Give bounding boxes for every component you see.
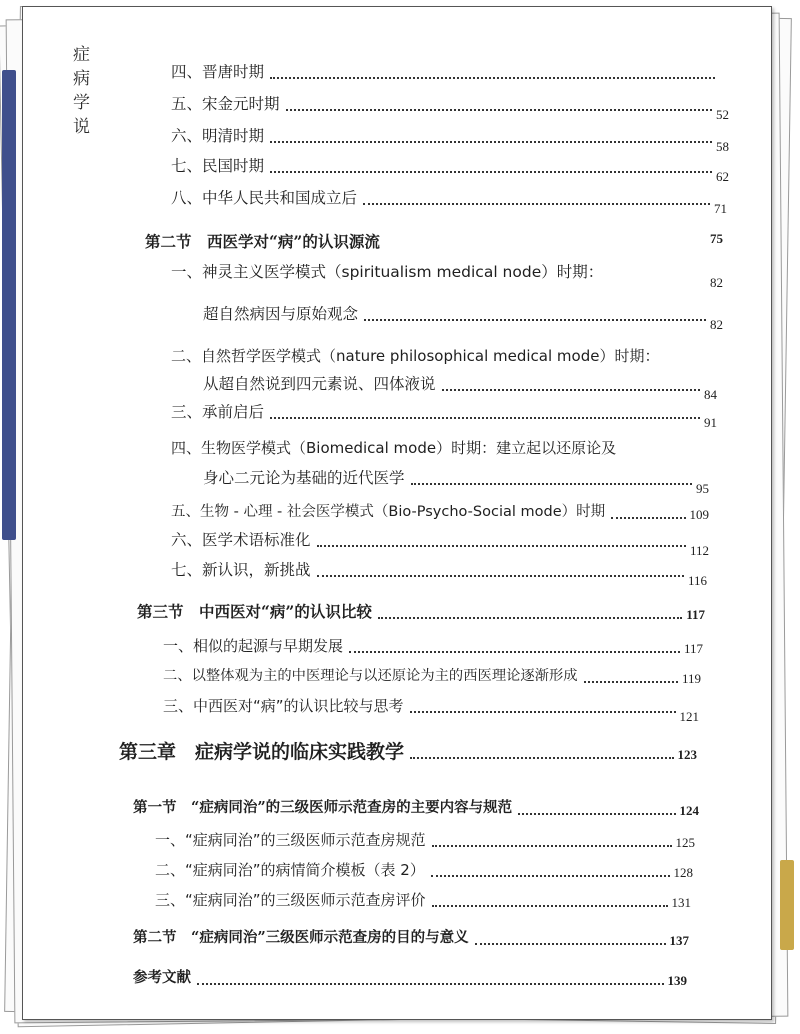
toc-entry-page: 58 <box>716 139 729 154</box>
toc-entry-page: 112 <box>689 543 709 558</box>
toc-entry-page: 128 <box>673 865 693 880</box>
toc-entry-label: 一、相似的起源与早期发展 <box>163 637 344 655</box>
toc-entry-label: 七、民国时期 <box>171 157 265 175</box>
toc-entry-label: 一、“症病同治”的三级医师示范查房规范 <box>155 831 426 849</box>
toc-entry <box>171 155 729 184</box>
toc-entry <box>171 93 729 122</box>
dot-leader <box>432 904 668 907</box>
toc-section <box>133 797 699 819</box>
toc-entry-page: 117 <box>686 607 705 622</box>
toc-entry <box>171 261 723 290</box>
toc-entry-label: 五、宋金元时期 <box>171 95 280 113</box>
toc-entry-label: 二、自然哲学医学模式（nature philosophical medical mode）时期： <box>171 347 660 365</box>
toc-chapter <box>119 741 697 763</box>
toc-entry-label: 七、新认识，新挑战 <box>171 561 311 579</box>
dot-leader <box>431 874 670 877</box>
toc-entry-label: 超自然病因与原始观念 <box>203 305 359 323</box>
toc-entry <box>171 61 719 83</box>
toc-entry-page: 52 <box>716 107 729 122</box>
toc-entry <box>155 829 695 851</box>
toc-entry-page: 121 <box>679 709 699 724</box>
toc-entry-page: 91 <box>704 415 717 430</box>
dot-leader <box>518 812 675 815</box>
dot-leader <box>317 544 686 547</box>
toc-entry-label: 二、“症病同治”的病情简介模板（表 2） <box>155 861 425 879</box>
book-cover-edge <box>780 860 794 950</box>
toc-page <box>22 6 772 1020</box>
toc-entry-page: 109 <box>689 507 709 522</box>
toc-entry-label: 一、神灵主义医学模式（spiritualism medical node）时期： <box>171 263 604 281</box>
toc-entry <box>171 529 709 558</box>
toc-entry-page: 116 <box>687 573 707 588</box>
toc-entry-label: 第一节 “症病同治”的三级医师示范查房的主要内容与规范 <box>133 799 513 816</box>
toc-entry <box>163 665 701 687</box>
toc-entry-label: 三、中西医对“病”的认识比较与思考 <box>163 697 404 715</box>
toc-entry-page: 82 <box>710 317 723 332</box>
toc-section <box>133 927 689 949</box>
dot-leader <box>317 574 684 577</box>
toc-entry-page: 123 <box>677 747 697 762</box>
dot-leader <box>411 482 692 485</box>
toc-entry-label: 六、医学术语标准化 <box>171 531 311 549</box>
toc-entry-label: 三、承前启后 <box>171 403 265 421</box>
dot-leader <box>364 318 706 321</box>
toc-entry-page: 124 <box>679 803 699 818</box>
book-running-title: 症病学说 <box>73 45 90 137</box>
dot-leader <box>270 140 712 143</box>
dot-leader <box>363 202 710 205</box>
toc-entry-label: 八、中华人民共和国成立后 <box>171 189 358 207</box>
toc-entry-page: 117 <box>683 641 703 656</box>
toc-entry-label: 第二节 “症病同治”三级医师示范查房的目的与意义 <box>133 929 469 946</box>
toc-entry-label: 第三节 中西医对“病”的认识比较 <box>137 602 372 621</box>
toc-entry-label: 第三章 症病学说的临床实践教学 <box>119 741 405 763</box>
dot-leader <box>270 170 712 173</box>
toc-entry-page: 71 <box>714 201 727 216</box>
toc-entry-page: 82 <box>710 275 723 290</box>
toc-entry <box>171 401 717 430</box>
toc-entry-label: 三、“症病同治”的三级医师示范查房评价 <box>155 891 426 909</box>
dot-leader <box>442 388 700 391</box>
dot-leader <box>611 516 685 519</box>
dot-leader <box>270 416 700 419</box>
toc-entry-label: 四、晋唐时期 <box>171 63 265 81</box>
toc-section <box>133 967 687 989</box>
toc-section <box>137 601 705 623</box>
toc-entry <box>171 559 707 588</box>
dot-leader <box>410 756 673 759</box>
toc-section <box>145 231 723 253</box>
dot-leader <box>286 108 712 111</box>
toc-entry <box>163 635 703 657</box>
dot-leader <box>475 942 666 945</box>
toc-entry-label: 六、明清时期 <box>171 127 265 145</box>
toc-entry-label: 四、生物医学模式（Biomedical mode）时期：建立起以还原论及 <box>171 439 617 457</box>
toc-entry <box>155 859 693 881</box>
toc-entry-label: 参考文献 <box>133 969 191 986</box>
dot-leader <box>378 616 682 619</box>
toc-entry-page: 75 <box>710 231 723 246</box>
book-cover-edge <box>2 70 16 540</box>
toc-entry <box>171 187 727 216</box>
toc-entry-page: 119 <box>681 671 701 686</box>
toc-entry-page: 125 <box>675 835 695 850</box>
dot-leader <box>410 710 676 713</box>
toc-entry-page: 131 <box>671 895 691 910</box>
toc-entry-page: 95 <box>696 481 709 496</box>
toc-entry <box>171 501 709 523</box>
toc-entry-page: 84 <box>704 387 717 402</box>
toc-entry-label: 从超自然说到四元素说、四体液说 <box>203 375 436 393</box>
toc-entry <box>155 889 691 911</box>
toc-entry-label: 第二节 西医学对“病”的认识源流 <box>145 232 380 251</box>
toc-entry-label: 身心二元论为基础的近代医学 <box>203 469 405 487</box>
dot-leader <box>270 76 715 79</box>
dot-leader <box>349 650 680 653</box>
dot-leader <box>432 844 672 847</box>
toc-entry-label: 五、生物 - 心理 - 社会医学模式（Bio-Psycho-Social mode）时期 <box>171 504 606 520</box>
dot-leader <box>584 680 678 683</box>
toc-entry-page: 139 <box>667 973 687 988</box>
toc-entry-label: 二、以整体观为主的中医理论与以还原论为主的西医理论逐渐形成 <box>163 668 578 684</box>
toc-entry <box>163 695 699 724</box>
toc-entry <box>171 125 729 154</box>
toc-entry-page: 62 <box>716 169 729 184</box>
toc-entry <box>203 303 723 332</box>
toc-entry-page: 137 <box>669 933 689 948</box>
toc-entry <box>203 467 709 496</box>
dot-leader <box>197 982 664 985</box>
toc-entry <box>203 373 717 402</box>
